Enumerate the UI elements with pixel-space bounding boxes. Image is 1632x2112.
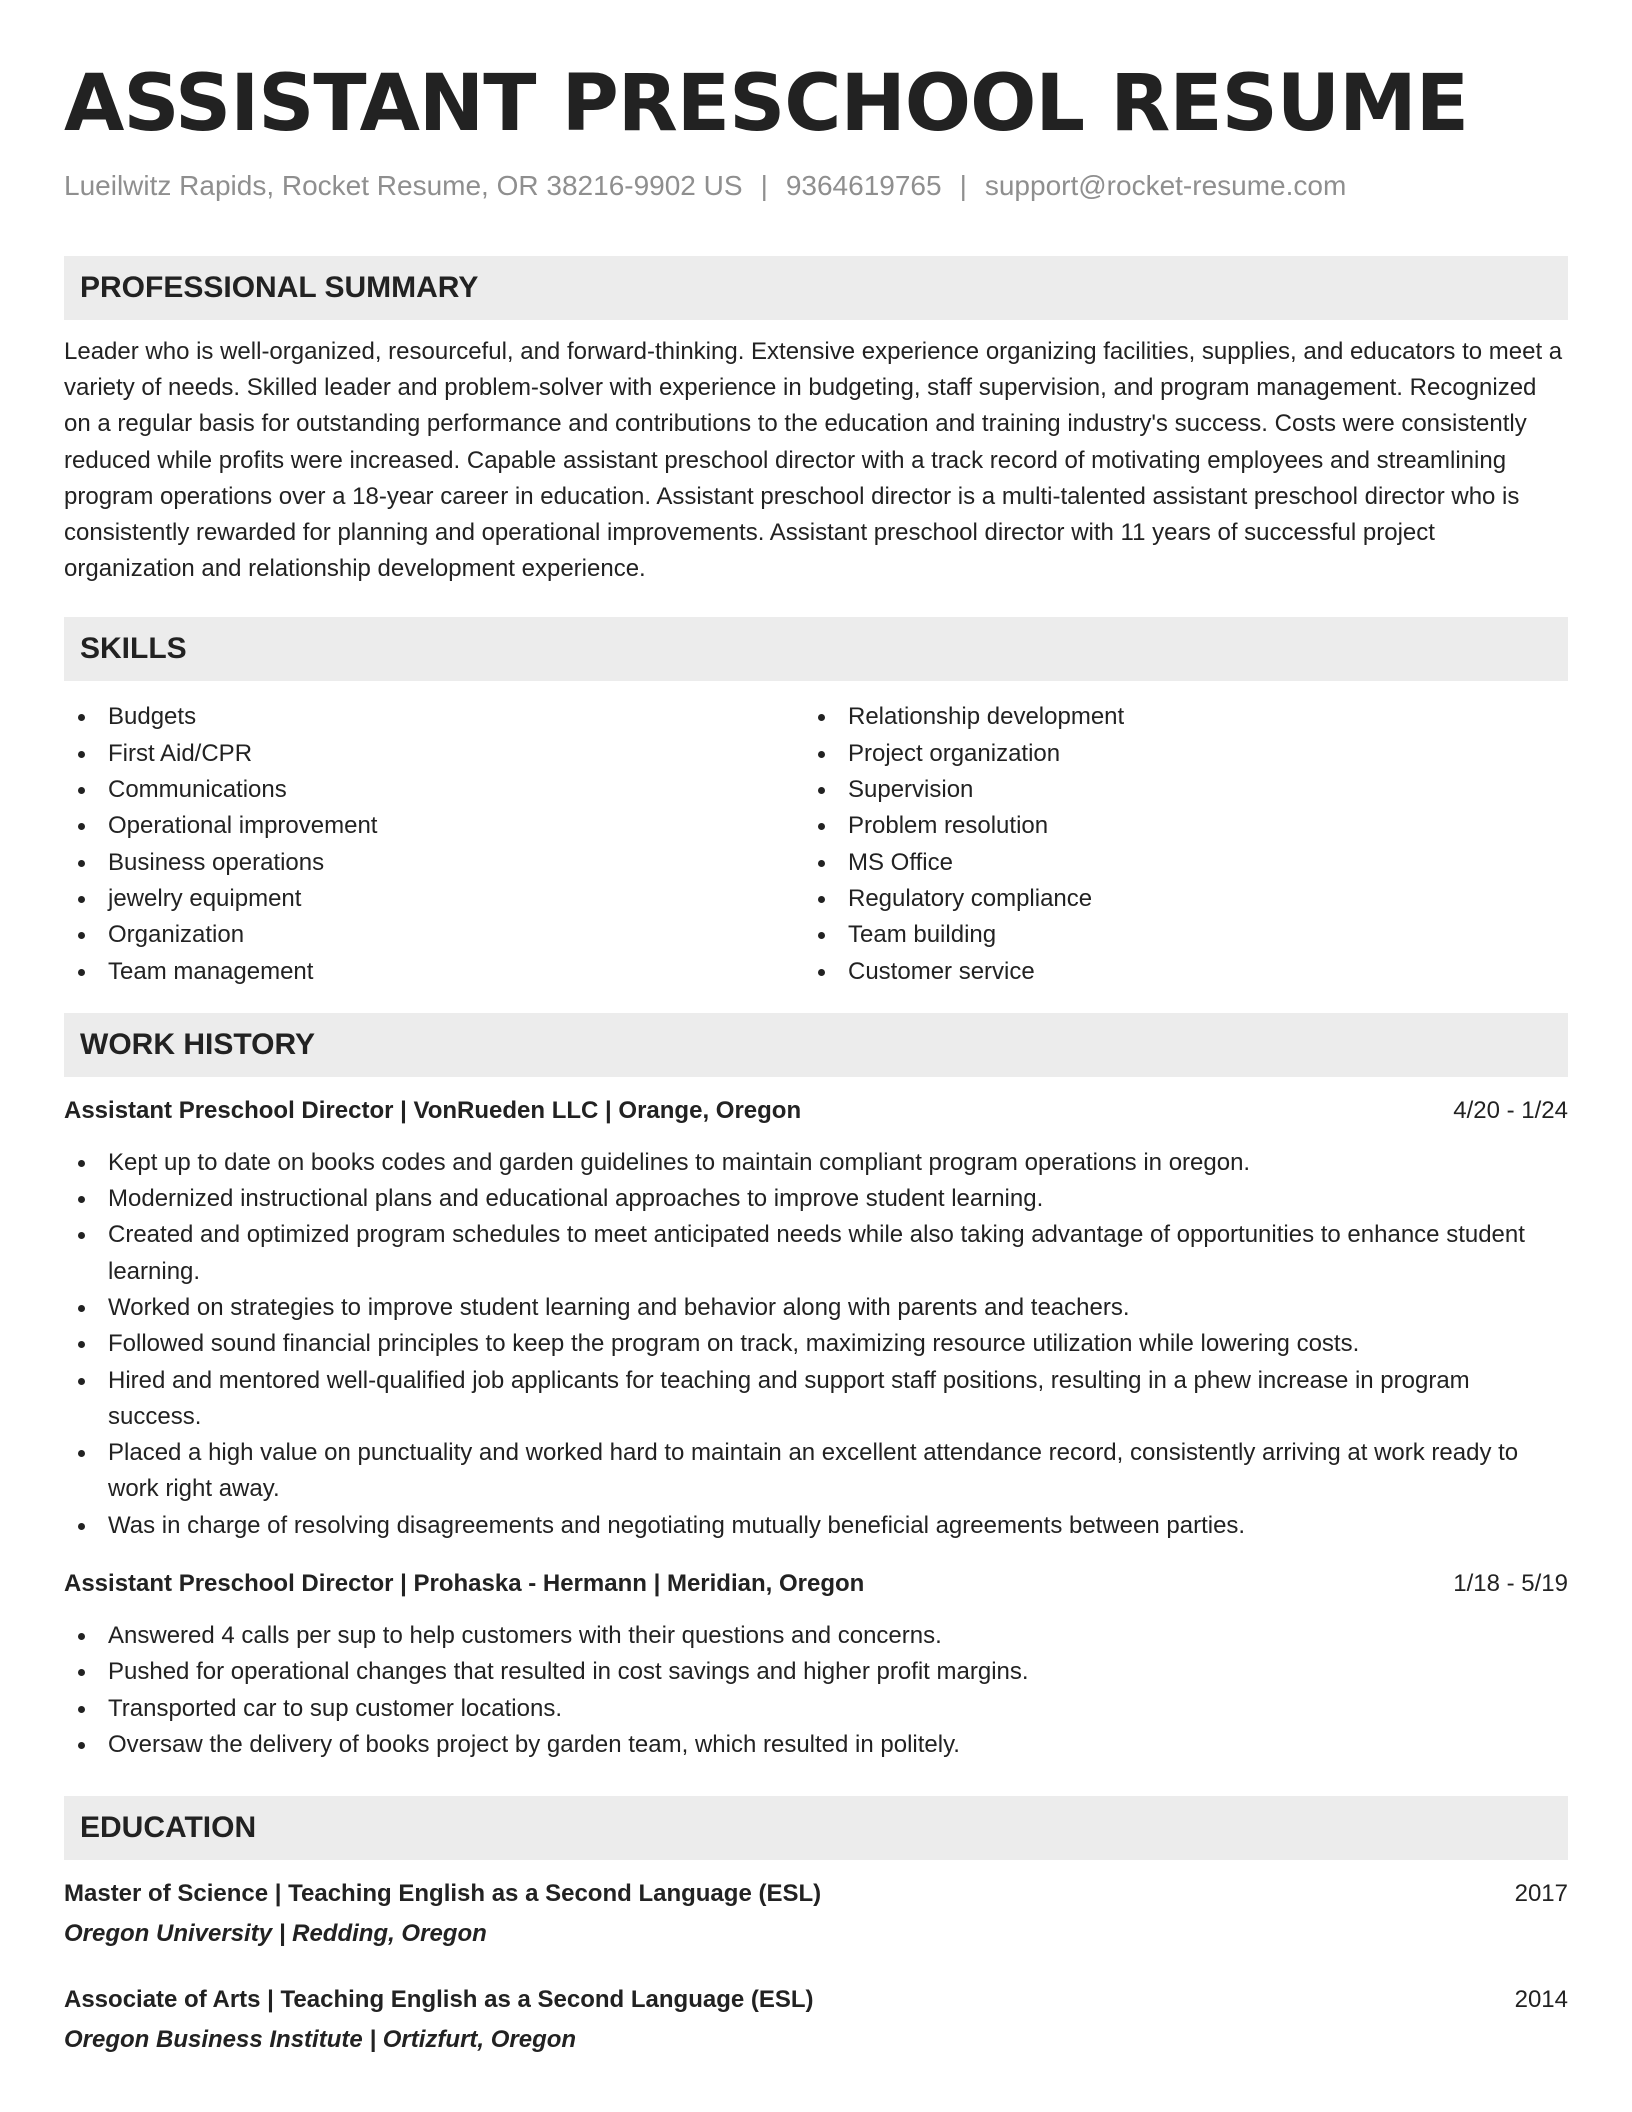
skill-item: MS Office [804, 845, 1544, 881]
skill-item: First Aid/CPR [64, 736, 804, 772]
job-entry [64, 1566, 1568, 1763]
contact-separator: | [959, 170, 967, 201]
job-bullet: Worked on strategies to improve student learning and behavior along with parents and teachers. [64, 1290, 1568, 1326]
skill-item: Regulatory compliance [804, 881, 1544, 917]
education-entry [64, 1876, 1568, 1952]
skill-item: jewelry equipment [64, 881, 804, 917]
skills-column-left [64, 699, 804, 989]
job-bullets [64, 1145, 1568, 1544]
job-bullet: Created and optimized program schedules to meet anticipated needs while also taking advantage of opportunities to enhance student learning. [64, 1217, 1568, 1290]
education-degree: Associate of Arts | Teaching English as a Second Language (ESL) [64, 1986, 814, 2014]
skill-item: Budgets [64, 699, 804, 735]
contact-separator: | [760, 170, 768, 201]
skills-grid [64, 699, 1568, 989]
education-year: 2017 [1514, 1880, 1568, 1908]
section-header-education: EDUCATION [64, 1796, 1568, 1860]
skill-item: Organization [64, 917, 804, 953]
education-header [64, 1982, 1568, 2018]
job-title: Assistant Preschool Director | VonRueden LLC | Orange, Oregon [64, 1096, 802, 1124]
job-entry [64, 1093, 1568, 1544]
skill-item: Relationship development [804, 699, 1544, 735]
education-school: Oregon Business Institute | Ortizfurt, Oregon [64, 2026, 577, 2054]
education-degree: Master of Science | Teaching English as a Second Language (ESL) [64, 1880, 822, 1908]
job-bullets [64, 1618, 1568, 1763]
job-bullet: Oversaw the delivery of books project by garden team, which resulted in politely. [64, 1727, 1568, 1763]
contact-address: Lueilwitz Rapids, Rocket Resume, OR 38216-9902 US [64, 170, 743, 201]
job-bullet: Hired and mentored well-qualified job applicants for teaching and support staff positions, resulting in a phew increase in program success. [64, 1363, 1568, 1436]
job-header [64, 1093, 1568, 1129]
job-bullet: Answered 4 calls per sup to help customers with their questions and concerns. [64, 1618, 1568, 1654]
education-year: 2014 [1514, 1986, 1568, 2014]
skills-column-right [804, 699, 1544, 989]
skill-item: Team building [804, 917, 1544, 953]
skill-item: Business operations [64, 845, 804, 881]
job-bullet: Transported car to sup customer locations. [64, 1691, 1568, 1727]
job-bullet: Followed sound financial principles to keep the program on track, maximizing resource utilization while lowering costs. [64, 1326, 1568, 1362]
skill-item: Supervision [804, 772, 1544, 808]
job-bullet: Placed a high value on punctuality and worked hard to maintain an excellent attendance record, consistently arriving at work ready to work right away. [64, 1435, 1568, 1508]
section-header-summary: PROFESSIONAL SUMMARY [64, 256, 1568, 320]
resume-title: ASSISTANT PRESCHOOL RESUME [64, 59, 1469, 149]
contact-line [64, 168, 1568, 204]
job-title: Assistant Preschool Director | Prohaska - Hermann | Meridian, Oregon [64, 1570, 865, 1598]
skill-item: Customer service [804, 954, 1544, 990]
contact-email: support@rocket-resume.com [984, 170, 1347, 201]
skill-item: Project organization [804, 736, 1544, 772]
education-header [64, 1876, 1568, 1912]
education-entry [64, 1982, 1568, 2058]
skill-item: Team management [64, 954, 804, 990]
education-school: Oregon University | Redding, Oregon [64, 1920, 487, 1948]
summary-text: Leader who is well-organized, resourceful, and forward-thinking. Extensive experience organizing facilities, supplies, and educators to meet a variety of needs. Skilled leader and problem-solver with experience in budgeting, staff supervision, and program management. Recognized on a regular basis for outstanding performance and contributions to the education and training industry's success. Costs were consistently reduced while profits were increased. Capable assistant preschool director with a track record of motivating employees and streamlining program operations over a 18-year career in education. Assistant preschool director is a multi-talented assistant preschool director who is consistently rewarded for planning and operational improvements. Assistant preschool director with 11 years of successful project organization and relationship development experience. [64, 338, 1563, 583]
section-header-skills: SKILLS [64, 617, 1568, 681]
skill-item: Communications [64, 772, 804, 808]
job-dates: 1/18 - 5/19 [1453, 1570, 1568, 1598]
job-bullet: Pushed for operational changes that resulted in cost savings and higher profit margins. [64, 1654, 1568, 1690]
job-bullet: Modernized instructional plans and educational approaches to improve student learning. [64, 1181, 1568, 1217]
job-bullet: Kept up to date on books codes and garden guidelines to maintain compliant program operations in oregon. [64, 1145, 1568, 1181]
job-dates: 4/20 - 1/24 [1453, 1096, 1568, 1124]
section-header-work-history: WORK HISTORY [64, 1013, 1568, 1077]
skill-item: Operational improvement [64, 808, 804, 844]
contact-phone: 9364619765 [785, 170, 942, 201]
job-header [64, 1566, 1568, 1602]
job-bullet: Was in charge of resolving disagreements and negotiating mutually beneficial agreements between parties. [64, 1508, 1568, 1544]
skill-item: Problem resolution [804, 808, 1544, 844]
